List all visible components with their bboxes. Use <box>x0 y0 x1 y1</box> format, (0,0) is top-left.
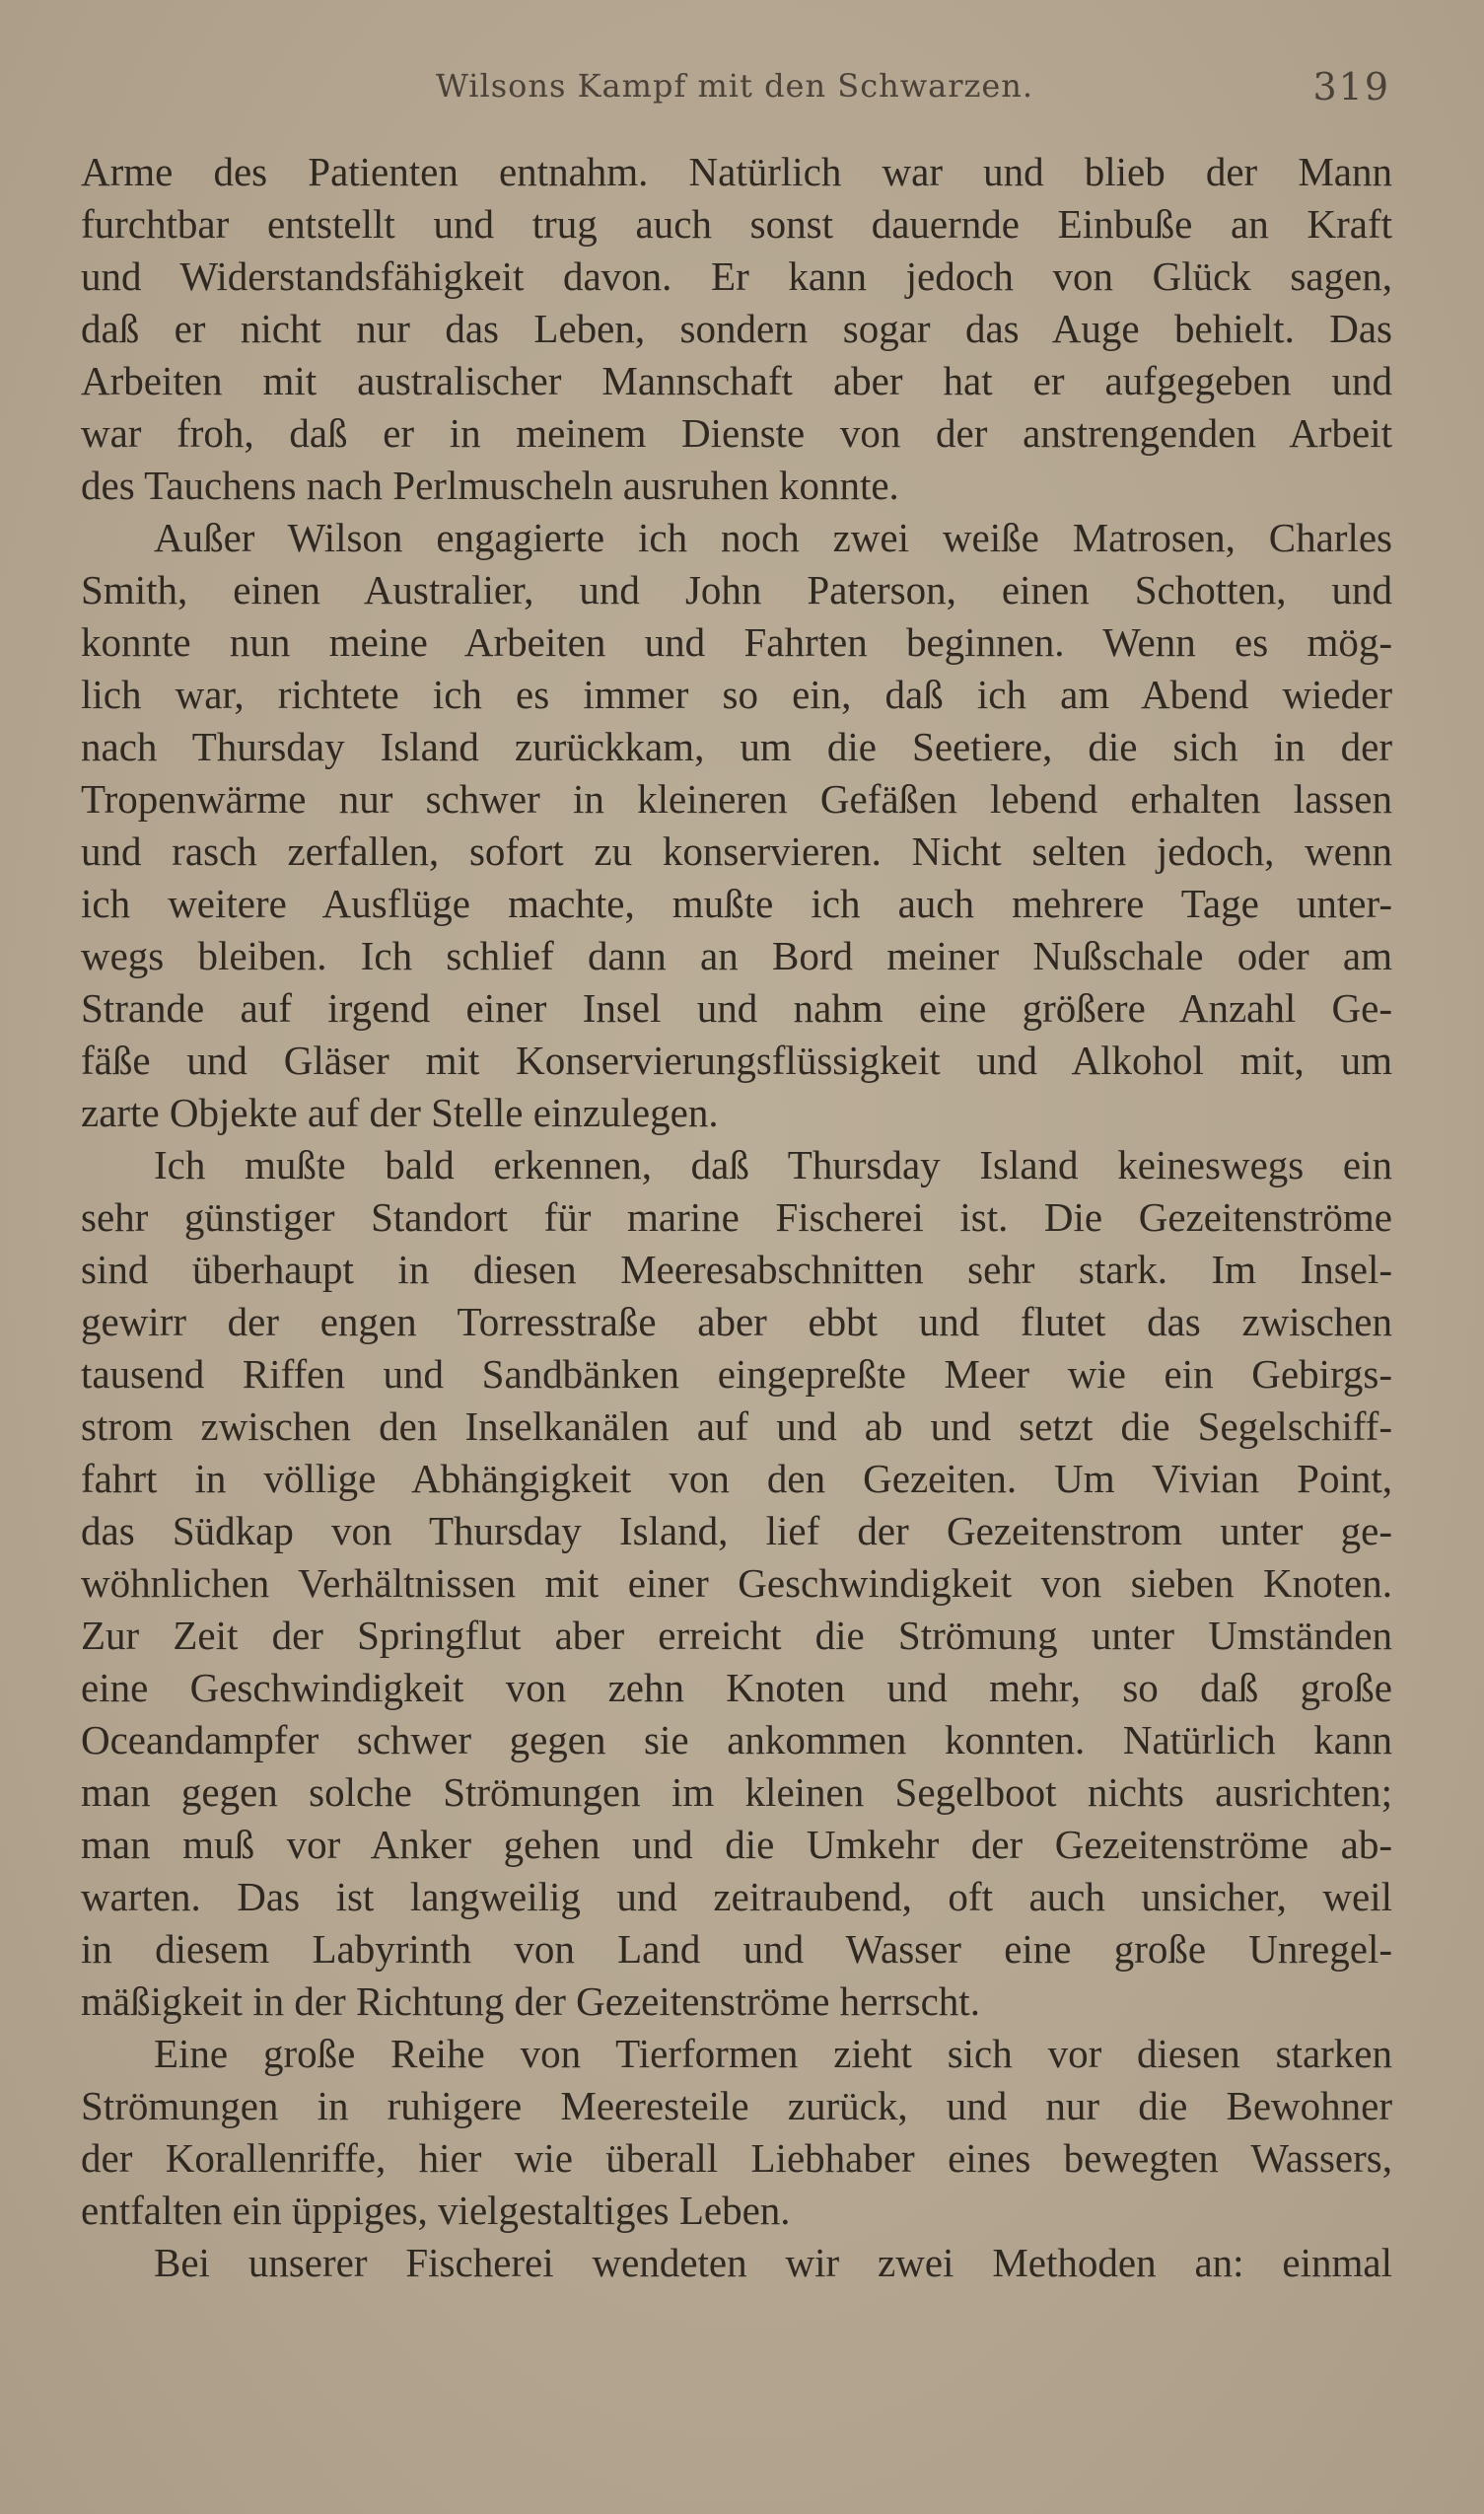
text-line: lich war, richtete ich es immer so ein, daß ich am Abend wieder <box>81 672 1392 717</box>
running-head <box>79 61 1390 120</box>
text-line: sehr günstiger Standort für marine Fischerei ist. Die Gezeitenströme <box>81 1194 1392 1240</box>
text-line: Strande auf irgend einer Insel und nahm eine größere Anzahl Ge- <box>81 985 1392 1031</box>
text-line: warten. Das ist langweilig und zeitraubend, oft auch unsicher, weil <box>81 1874 1392 1919</box>
text-line: Oceandampfer schwer gegen sie ankommen konnten. Natürlich kann <box>81 1717 1392 1762</box>
text-line: fäße und Gläser mit Konservierungsflüssigkeit und Alkohol mit, um <box>81 1038 1392 1083</box>
text-line: gewirr der engen Torresstraße aber ebbt und flutet das zwischen <box>81 1299 1392 1344</box>
body-text <box>81 146 1392 2289</box>
text-line: furchtbar entstellt und trug auch sonst dauernde Einbuße an Kraft <box>81 201 1392 247</box>
text-line: fahrt in völlige Abhängigkeit von den Gezeiten. Um Vivian Point, <box>81 1456 1392 1501</box>
running-title: Wilsons Kampf mit den Schwarzen. <box>435 67 1034 105</box>
text-line: Arme des Patienten entnahm. Natürlich war und blieb der Mann <box>81 149 1392 194</box>
text-line: Außer Wilson engagierte ich noch zwei weiße Matrosen, Charles <box>154 515 1392 560</box>
text-line: zarte Objekte auf der Stelle einzulegen. <box>81 1090 719 1135</box>
text-line: war froh, daß er in meinem Dienste von der anstrengenden Arbeit <box>81 410 1392 456</box>
text-line: Ich mußte bald erkennen, daß Thursday Island keineswegs ein <box>154 1142 1392 1187</box>
text-line: man gegen solche Strömungen im kleinen Segelboot nichts ausrichten; <box>81 1769 1392 1815</box>
text-line: eine Geschwindigkeit von zehn Knoten und mehr, so daß große <box>81 1665 1392 1710</box>
text-line: Eine große Reihe von Tierformen zieht sich vor diesen starken <box>154 2031 1392 2076</box>
text-line: entfalten ein üppiges, vielgestaltiges Leben. <box>81 2188 791 2233</box>
text-line: und rasch zerfallen, sofort zu konservieren. Nicht selten jedoch, wenn <box>81 828 1392 874</box>
text-line: Smith, einen Australier, und John Paterson, einen Schotten, und <box>81 567 1392 612</box>
text-line: in diesem Labyrinth von Land und Wasser eine große Unregel- <box>81 1926 1392 1972</box>
text-line: des Tauchens nach Perlmuscheln ausruhen konnte. <box>81 463 899 508</box>
text-line: Zur Zeit der Springflut aber erreicht die Strömung unter Umständen <box>81 1613 1392 1658</box>
text-line: Bei unserer Fischerei wendeten wir zwei Methoden an: einmal <box>154 2240 1392 2285</box>
text-line: mäßigkeit in der Richtung der Gezeitenströme herrscht. <box>81 1978 980 2024</box>
text-line: Tropenwärme nur schwer in kleineren Gefäßen lebend erhalten lassen <box>81 776 1392 822</box>
text-line: konnte nun meine Arbeiten und Fahrten beginnen. Wenn es mög- <box>81 619 1392 665</box>
text-line: man muß vor Anker gehen und die Umkehr der Gezeitenströme ab- <box>81 1822 1392 1867</box>
page-number: 319 <box>1312 65 1390 108</box>
text-line: Strömungen in ruhigere Meeresteile zurück, und nur die Bewohner <box>81 2083 1392 2128</box>
text-line: ich weitere Ausflüge machte, mußte ich auch mehrere Tage unter- <box>81 881 1392 926</box>
text-line: nach Thursday Island zurückkam, um die Seetiere, die sich in der <box>81 724 1392 769</box>
text-line: sind überhaupt in diesen Meeresabschnitten sehr stark. Im Insel- <box>81 1247 1392 1292</box>
text-line: der Korallenriffe, hier wie überall Liebhaber eines bewegten Wassers, <box>81 2135 1392 2181</box>
text-line: und Widerstandsfähigkeit davon. Er kann jedoch von Glück sagen, <box>81 253 1392 299</box>
text-line: wegs bleiben. Ich schlief dann an Bord meiner Nußschale oder am <box>81 933 1392 978</box>
text-line: Arbeiten mit australischer Mannschaft aber hat er aufgegeben und <box>81 358 1392 403</box>
text-line: daß er nicht nur das Leben, sondern sogar das Auge behielt. Das <box>81 306 1392 351</box>
text-line: strom zwischen den Inselkanälen auf und ab und setzt die Segelschiff- <box>81 1403 1392 1449</box>
text-line: tausend Riffen und Sandbänken eingepreßte Meer wie ein Gebirgs- <box>81 1351 1392 1397</box>
text-line: wöhnlichen Verhältnissen mit einer Geschwindigkeit von sieben Knoten. <box>81 1560 1392 1606</box>
text-line: das Südkap von Thursday Island, lief der Gezeitenstrom unter ge- <box>81 1508 1392 1553</box>
